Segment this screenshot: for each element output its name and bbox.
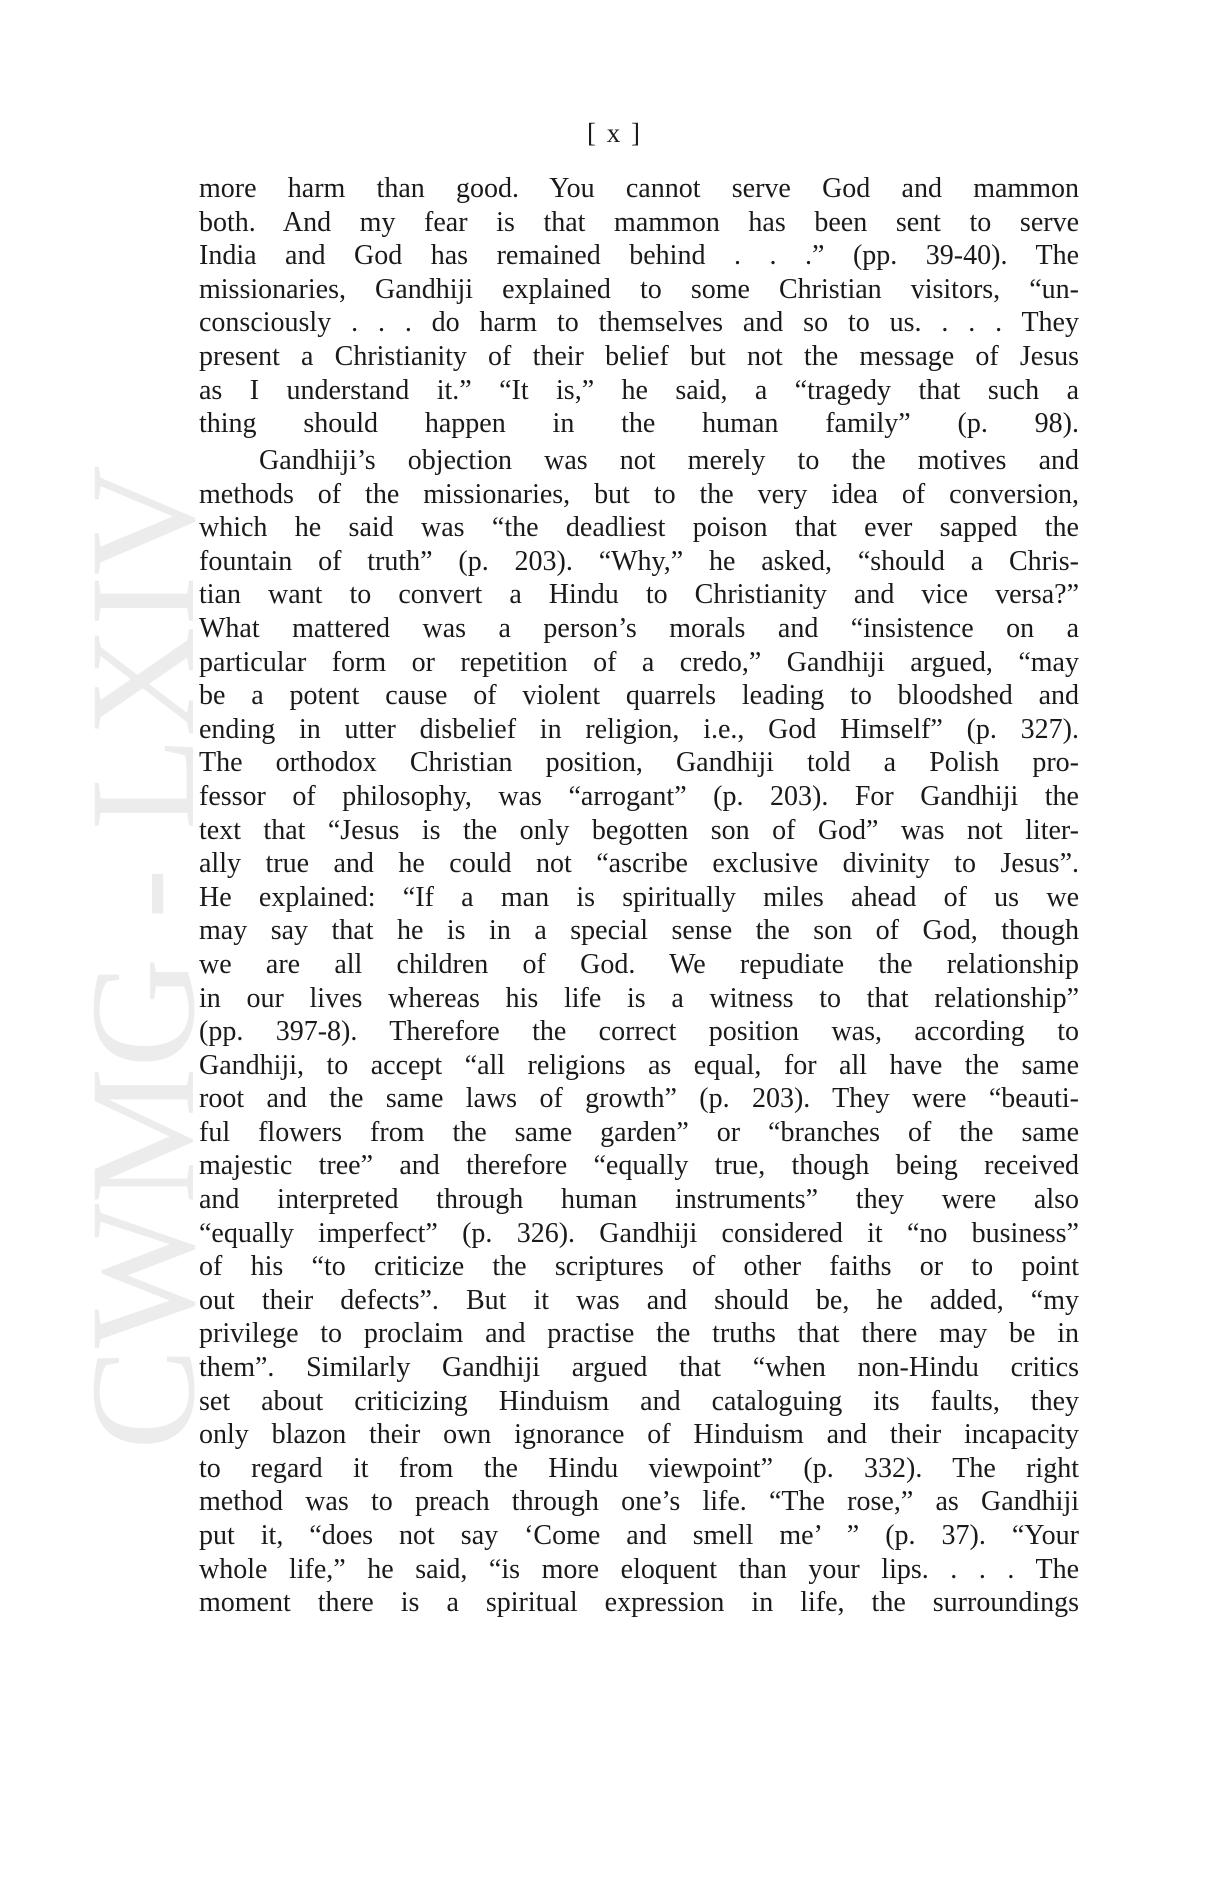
text-line: moment there is a spiritual expression in life, the surroundings <box>199 1587 1079 1619</box>
text-line: both. And my fear is that mammon has been sent to serve <box>199 206 1079 238</box>
text-line: of his “to criticize the scriptures of other faiths or to point <box>199 1251 1079 1283</box>
text-line: them”. Similarly Gandhiji argued that “when non-Hindu critics <box>199 1352 1079 1384</box>
text-line: What mattered was a person’s morals and “insistence on a <box>199 612 1079 644</box>
text-line: we are all children of God. We repudiate the relationship <box>199 948 1079 980</box>
text-line: ful flowers from the same garden” or “branches of the same <box>199 1116 1079 1148</box>
text-line: out their defects”. But it was and should be, he added, “my <box>199 1284 1079 1316</box>
text-line: tian want to convert a Hindu to Christianity and vice versa?” <box>199 579 1079 611</box>
text-line: fountain of truth” (p. 203). “Why,” he asked, “should a Chris- <box>199 545 1079 577</box>
text-line: ally true and he could not “ascribe exclusive divinity to Jesus”. <box>199 848 1079 880</box>
text-line: Gandhiji’s objection was not merely to the motives and <box>259 445 1079 476</box>
text-line: privilege to proclaim and practise the truths that there may be in <box>199 1318 1079 1350</box>
text-line: present a Christianity of their belief but not the message of Jesus <box>199 340 1079 372</box>
paragraph-1 <box>199 172 1079 441</box>
text-line: may say that he is in a special sense the son of God, though <box>199 915 1079 947</box>
text-line: which he said was “the deadliest poison that ever sapped the <box>199 512 1079 544</box>
text-line: whole life,” he said, “is more eloquent than your lips. . . . The <box>199 1553 1079 1585</box>
text-line: be a potent cause of violent quarrels leading to bloodshed and <box>199 680 1079 712</box>
svg-text:CWMG - LXIV: CWMG - LXIV <box>75 483 226 1450</box>
text-line: thing should happen in the human family” (p. 98). <box>199 408 1079 440</box>
text-line: text that “Jesus is the only begotten son of God” was not liter- <box>199 814 1079 846</box>
text-line: only blazon their own ignorance of Hinduism and their incapacity <box>199 1419 1079 1451</box>
text-line: in our lives whereas his life is a witness to that relationship” <box>199 982 1079 1014</box>
text-line: more harm than good. You cannot serve God and mammon <box>199 173 1079 204</box>
text-line: methods of the missionaries, but to the very idea of conversion, <box>199 478 1079 510</box>
text-line: fessor of philosophy, was “arrogant” (p. 203). For Gandhiji the <box>199 780 1079 812</box>
text-line: as I understand it.” “It is,” he said, a “tragedy that such a <box>199 374 1079 406</box>
text-line: (pp. 397-8). Therefore the correct position was, according to <box>199 1016 1079 1048</box>
paragraph-2 <box>199 444 1079 1620</box>
text-line: set about criticizing Hinduism and cataloguing its faults, they <box>199 1385 1079 1417</box>
text-line: root and the same laws of growth” (p. 203). They were “beauti- <box>199 1083 1079 1115</box>
text-line: majestic tree” and therefore “equally true, though being received <box>199 1150 1079 1182</box>
text-line: “equally imperfect” (p. 326). Gandhiji considered it “no business” <box>199 1217 1079 1249</box>
text-line: and interpreted through human instruments” they were also <box>199 1184 1079 1216</box>
text-line: The orthodox Christian position, Gandhiji told a Polish pro- <box>199 747 1079 779</box>
text-line: ending in utter disbelief in religion, i.e., God Himself” (p. 327). <box>199 713 1079 745</box>
text-line: consciously . . . do harm to themselves and so to us. . . . They <box>199 307 1079 339</box>
text-line: put it, “does not say ‘Come and smell me’ ” (p. 37). “Your <box>199 1520 1079 1551</box>
text-line: method was to preach through one’s life. “The rose,” as Gandhiji <box>199 1486 1079 1518</box>
text-line: to regard it from the Hindu viewpoint” (p. 332). The right <box>199 1452 1079 1484</box>
text-line: particular form or repetition of a credo,” Gandhiji argued, “may <box>199 646 1079 678</box>
text-line: He explained: “If a man is spiritually miles ahead of us we <box>199 881 1079 913</box>
page-number: [ x ] <box>587 118 642 148</box>
text-line: Gandhiji, to accept “all religions as equal, for all have the same <box>199 1049 1079 1081</box>
text-line: missionaries, Gandhiji explained to some Christian visitors, “un- <box>199 273 1079 305</box>
text-line: India and God has remained behind . . .” (pp. 39-40). The <box>199 240 1079 272</box>
